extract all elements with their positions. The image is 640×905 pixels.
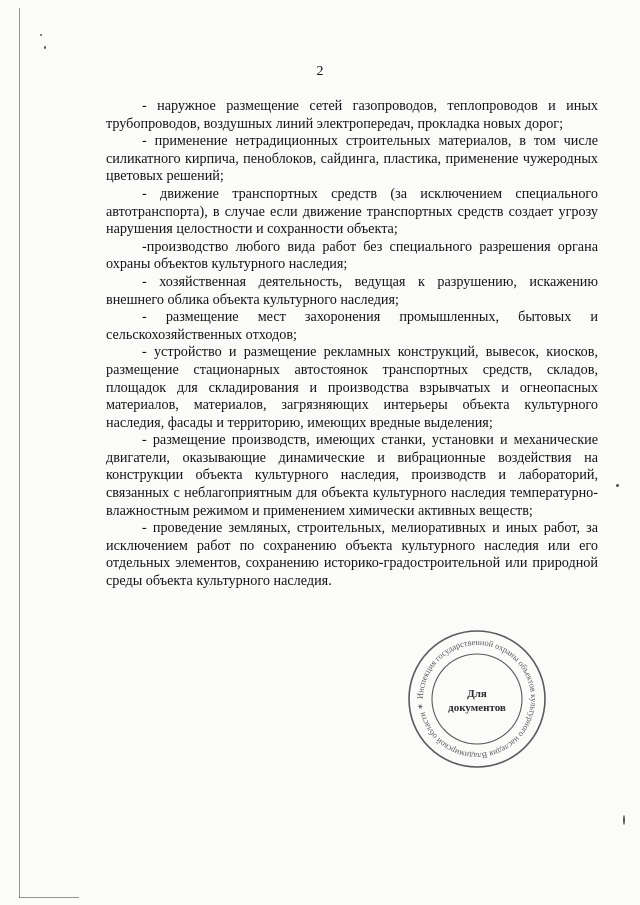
restriction-paragraph: - проведение земляных, строительных, мелиоративных и иных работ, за исключением работ по сохранению объекта культурного наследия или его отдельных элементов, сохранению историко-градостроительной или природной среды объекта культурного наследия. bbox=[106, 520, 598, 590]
restriction-paragraph: - движение транспортных средств (за исключением специального автотранспорта), в случае если движение транспортных средств создает угрозу нарушения целостности и сохранности объекта; bbox=[106, 185, 598, 238]
restriction-paragraph: - размещение мест захоронения промышленных, бытовых и сельскохозяйственных отходов; bbox=[106, 309, 598, 343]
scan-speck bbox=[44, 46, 46, 49]
stamp-center-line-1: Для bbox=[467, 688, 487, 700]
scan-edge-left bbox=[19, 8, 20, 898]
stamp-center-line-2: документов bbox=[448, 702, 506, 714]
restriction-paragraph: - устройство и размещение рекламных конструкций, вывесок, киосков, размещение стационарных автостоянок транспортных средств, складов, площадок для складирования и производства взрывчатых и огнеопасных материалов, материалов, загрязняющих интерьеры объекта культурного наследия, фасады и территорию, имеющих вредные выделения; bbox=[106, 344, 598, 431]
restriction-paragraph: - хозяйственная деятельность, ведущая к разрушению, искажению внешнего облика объекта культурного наследия; bbox=[106, 273, 598, 308]
stamp-ring-text: Инспекция государственной охраны объектов культурного наследия Владимирской области ✶ bbox=[414, 636, 540, 762]
scan-speck bbox=[616, 484, 619, 487]
document-body bbox=[106, 98, 598, 591]
restriction-paragraph: -производство любого вида работ без специального разрешения органа охраны объектов культурного наследия; bbox=[106, 238, 598, 273]
page-number: 2 bbox=[316, 64, 324, 79]
scan-edge-bottom bbox=[19, 897, 79, 898]
restriction-paragraph: - размещение производств, имеющих станки, установки и механические двигатели, оказывающие динамические и вибрационные воздействия на конструкции объекта культурного наследия, производств и лабораторий, связанных с неблагоприятным для объекта культурного наследия температурно-влажностным режимом и применением химически активных веществ; bbox=[106, 432, 598, 519]
stamp-seal-graphic bbox=[402, 624, 552, 774]
official-stamp bbox=[402, 624, 552, 774]
scan-speck bbox=[623, 815, 625, 825]
scan-speck bbox=[40, 34, 42, 36]
restriction-paragraph: - наружное размещение сетей газопроводов, теплопроводов и иных трубопроводов, воздушных линий электропередач, прокладка новых дорог; bbox=[106, 98, 598, 132]
restriction-paragraph: - применение нетрадиционных строительных материалов, в том числе силикатного кирпича, пеноблоков, сайдинга, пластика, применение чужеродных цветовых решений; bbox=[106, 133, 598, 185]
